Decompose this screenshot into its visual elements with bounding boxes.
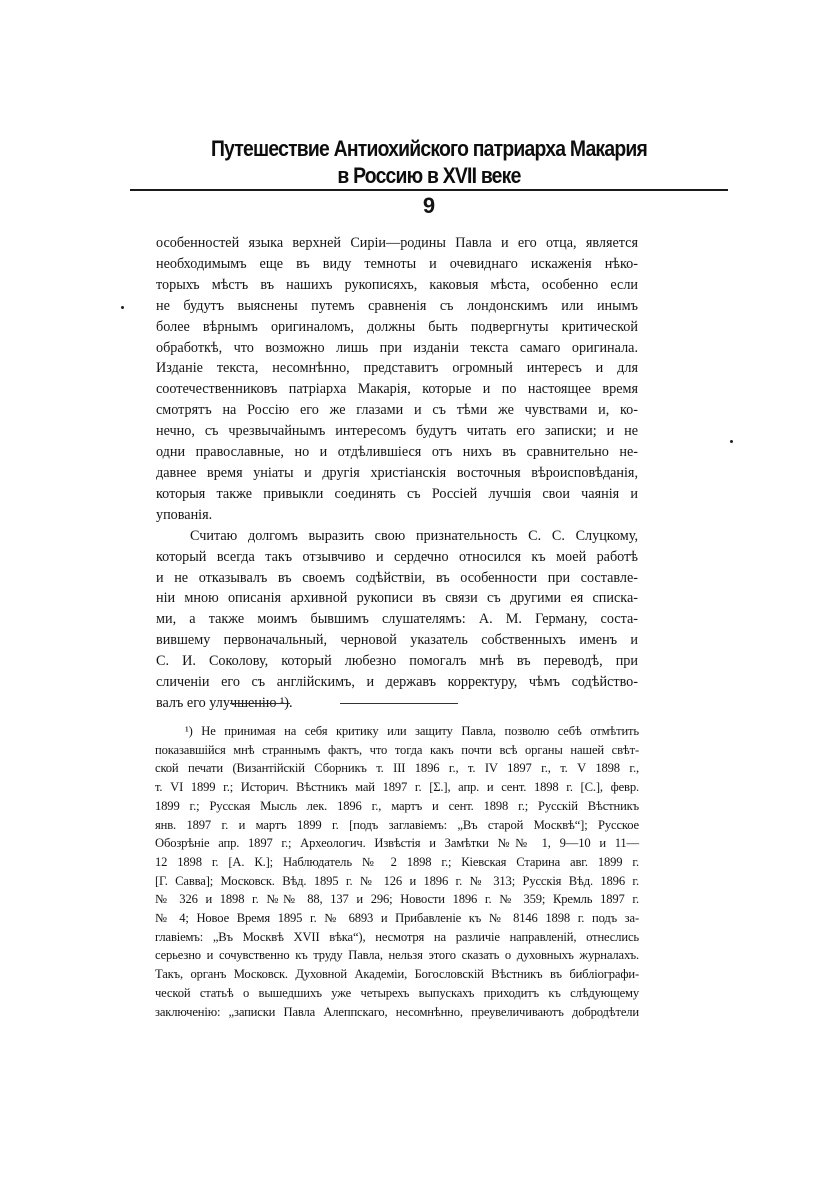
- text-line: особенностей языка верхней Сиріи—родины Павла и его отца, является: [156, 235, 638, 251]
- text-line: Считаю долгомъ выразить свою признательность С. С. Слуцкому,: [190, 527, 638, 544]
- text-line: нечно, съ чрезвычайнымъ интересомъ будутъ читать его записки; и не: [156, 423, 638, 440]
- header-rule: [130, 189, 728, 191]
- page-header: [130, 135, 728, 189]
- text-line: более вѣрнымъ оригиналомъ, должны быть подвергнуты критической: [156, 318, 638, 335]
- text-line: которыя также привыкли соединять съ Россіей лучшія свои чаянія и: [156, 485, 638, 502]
- text-line: Изданіе текста, несомнѣнно, представитъ огромный интересъ и для: [156, 360, 638, 377]
- text-line: одни православные, но и отдѣлившіеся отъ нихъ въ сравнительно не-: [156, 444, 638, 461]
- footnote-line: [Г. Савва]; Московск. Вѣд. 1895 г. № 126 и 1896 г. № 313; Русскія Вѣд. 1896 г.: [155, 873, 639, 888]
- footnote-line-first: [155, 722, 639, 741]
- footnote-separator-right: [340, 703, 458, 704]
- main-text: [156, 233, 638, 714]
- text-line-last: валъ его улучшенію ¹).: [156, 694, 293, 711]
- footnote-line: № 4; Новое Время 1895 г. № 6893 и Прибавленіе къ № 8146 1898 г. подъ за-: [155, 911, 639, 926]
- scan-speck: [730, 440, 733, 443]
- footnote-line: Не принимая на себя критику или защиту Павла, позволю себѣ отмѣтить: [201, 724, 640, 738]
- title-line-1: Путешествие Антиохийского патриарха Макария: [210, 136, 648, 161]
- paragraph-2: [156, 526, 638, 714]
- text-line: ми, а также моимъ бывшимъ слушателямъ: А. М. Герману, соста-: [156, 611, 638, 628]
- text-line: смотрятъ на Россію его же глазами и съ тѣми же чувствами и, ко-: [156, 402, 638, 419]
- text-line: сличеніи его съ англійскимъ, и державъ корректуру, чѣмъ содѣйство-: [156, 674, 638, 691]
- footnote-line: янв. 1897 г. и мартъ 1899 г. [подъ заглавіемъ: „Въ старой Москвѣ“]; Русское: [155, 817, 639, 832]
- text-line: обработкѣ, что возможно лишь при изданіи текста самаго оригинала.: [156, 339, 638, 356]
- footnote-line: Обозрѣніе апр. 1897 г.; Археологич. Извѣстія и Замѣтки №№ 1, 9—10 и 11—: [155, 836, 639, 851]
- footnote-line: Такъ, органъ Московск. Духовной Академіи, Богословскій Вѣстникъ въ библіографи-: [155, 967, 639, 982]
- text-line: необходимымъ еще въ виду темноты и очевиднаго искаженія нѣко-: [156, 255, 638, 272]
- footnote-line: серьезно и сочувственно къ труду Павла, нельзя этого сказать о духовныхъ журналахъ.: [155, 948, 639, 963]
- footnote-marker: ¹): [185, 724, 193, 738]
- footnote-line: ческой статьѣ о вышедшихъ уже четырехъ выпускахъ приходитъ къ слѣдующему: [155, 985, 639, 1000]
- text-line: вившему первоначальный, черновой указатель собственныхъ именъ и: [156, 632, 638, 649]
- text-line: давнее время уніаты и другія христіанскія восточныя вѣроисповѣданія,: [156, 464, 638, 481]
- footnote-line: ской печати (Византійскій Сборникъ т. III 1896 г., т. IV 1897 г., т. V 1898 г.,: [155, 761, 639, 776]
- paragraph-1: [156, 233, 638, 526]
- footnote-line: т. VI 1899 г.; Историч. Вѣстникъ май 1897 г. [Σ.], апр. и сент. 1898 г. [С.], февр.: [155, 780, 639, 795]
- footnote-line: главіемъ: „Въ Москвѣ XVII вѣка“), несмотря на различіе направленій, отнеслись: [155, 929, 639, 944]
- text-line: ніи мною описанія архивной рукописи въ связи съ другими ея списка-: [156, 590, 638, 607]
- scan-speck: [121, 306, 124, 309]
- footnote-line: заключенію: „записки Павла Алеппскаго, несомнѣнно, преувеличиваютъ добродѣтели: [155, 1004, 639, 1019]
- footnote-ref: ¹): [279, 694, 289, 711]
- text-line: упованія.: [156, 506, 213, 523]
- footnote-separator-left: [230, 703, 290, 704]
- text-line: который всегда такъ отзывчиво и сердечно относился къ моей работѣ: [156, 548, 638, 565]
- footnote-line: показавшійся мнѣ страннымъ фактъ, что тогда какъ почти всѣ органы нашей свѣт-: [155, 742, 639, 757]
- text-line-content: валъ его улучшенію: [156, 694, 277, 711]
- footnote: [155, 722, 639, 1021]
- text-line: и не отказывалъ въ своемъ содѣйствіи, въ особенности при составле-: [156, 569, 638, 586]
- page-number: 9: [422, 193, 436, 218]
- footnote-line: 12 1898 г. [А. К.]; Наблюдатель № 2 1898 г.; Кіевская Старина авг. 1899 г.: [155, 854, 639, 869]
- text-line: соотечественниковъ патріарха Макарія, которые и по настоящее время: [156, 381, 638, 398]
- footnote-line: № 326 и 1898 г. №№ 88, 137 и 296; Новости 1896 г. № 359; Кремль 1897 г.: [155, 892, 639, 907]
- text-line: торыхъ мѣстъ въ нашихъ рукописяхъ, каковыя мѣста, особенно если: [156, 276, 638, 293]
- text-line: С. И. Соколову, который любезно помогалъ мнѣ въ переводѣ, при: [156, 653, 638, 670]
- footnote-line: 1899 г.; Русская Мысль лек. 1896 г., мартъ и сент. 1898 г.; Русскій Вѣстникъ: [155, 798, 639, 813]
- title-line-2: в Россию в XVII веке: [337, 163, 521, 188]
- text-line: не будутъ выяснены путемъ сравненія съ лондонскимъ или инымъ: [156, 297, 638, 314]
